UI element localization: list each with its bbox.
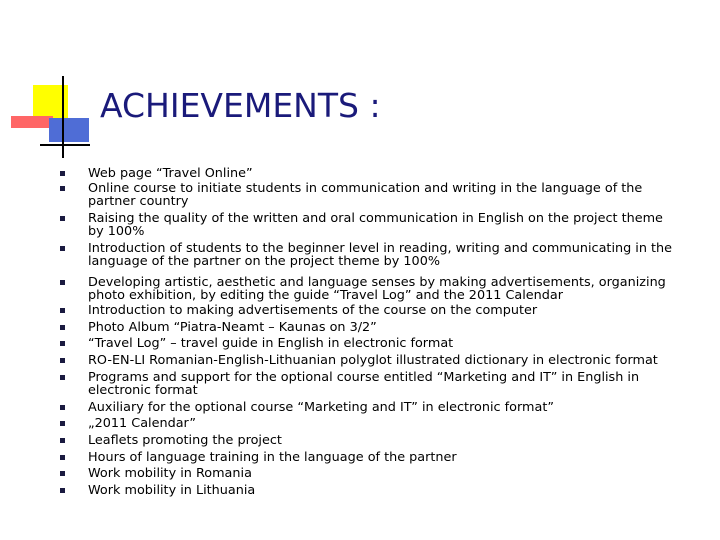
slide-title: ACHIEVEMENTS :: [100, 86, 381, 125]
list-item: [88, 452, 678, 465]
list-item-text: Photo Album “Piatra-Neamt – Kaunas on 3/2”: [88, 320, 377, 335]
decor-red-bar: [11, 116, 53, 128]
bullet-icon: [60, 308, 65, 313]
bullet-icon: [60, 455, 65, 460]
bullet-icon: [60, 471, 65, 476]
list-item-text: Hours of language training in the language of the partner: [88, 450, 457, 465]
list-item-text: Work mobility in Lithuania: [88, 483, 256, 498]
bullet-icon: [60, 246, 65, 251]
list-item: [88, 338, 678, 351]
list-item-text: Introduction of students to the beginner level in reading, writing and communicating in the language of the partner on the project theme by 100%: [88, 241, 673, 269]
list-item-text: Raising the quality of the written and oral communication in English on the project theme by 100%: [88, 211, 663, 239]
list-item: [88, 355, 678, 368]
list-item: [88, 435, 678, 448]
bullet-icon: [60, 325, 65, 330]
list-item-text: RO-EN-LI Romanian-English-Lithuanian polyglot illustrated dictionary in electronic format: [88, 353, 658, 368]
decor-blue-square: [49, 118, 89, 142]
list-item: [88, 277, 678, 302]
list-item-text: Web page “Travel Online”: [88, 166, 253, 181]
list-item: [88, 372, 678, 397]
bullet-icon: [60, 421, 65, 426]
list-item: [88, 402, 678, 415]
bullet-icon: [60, 280, 65, 285]
bullet-icon: [60, 438, 65, 443]
list-item: [88, 468, 678, 481]
list-item-text: Online course to initiate students in communication and writing in the language of the partner country: [88, 181, 643, 209]
bullet-icon: [60, 171, 65, 176]
list-item-text: “Travel Log” – travel guide in English in electronic format: [88, 336, 454, 351]
bullet-icon: [60, 186, 65, 191]
list-item-text: Introduction to making advertisements of the course on the computer: [88, 303, 538, 318]
bullet-icon: [60, 488, 65, 493]
list-item: [88, 243, 678, 268]
bullet-icon: [60, 405, 65, 410]
list-item-text: Leaflets promoting the project: [88, 433, 282, 448]
list-item: [88, 305, 678, 318]
list-item: [88, 213, 678, 238]
list-item: [88, 322, 678, 335]
list-item: [88, 183, 678, 208]
bullet-icon: [60, 216, 65, 221]
bullet-icon: [60, 341, 65, 346]
list-item-text: Auxiliary for the optional course “Marketing and IT” in electronic format”: [88, 400, 554, 415]
list-item: [88, 485, 678, 498]
list-item: [88, 418, 678, 431]
decor-horizontal-line: [40, 144, 90, 146]
list-item-text: Programs and support for the optional course entitled “Marketing and IT” in English in electronic format: [88, 370, 640, 398]
list-item-text: „2011 Calendar”: [88, 416, 196, 431]
list-item-text: Developing artistic, aesthetic and language senses by making advertisements, organizing photo exhibition, by editing the guide “Travel Log” and the 2011 Calendar: [88, 275, 666, 303]
bullet-icon: [60, 358, 65, 363]
list-item-text: Work mobility in Romania: [88, 466, 252, 481]
bullet-icon: [60, 375, 65, 380]
list-item: [88, 168, 678, 181]
